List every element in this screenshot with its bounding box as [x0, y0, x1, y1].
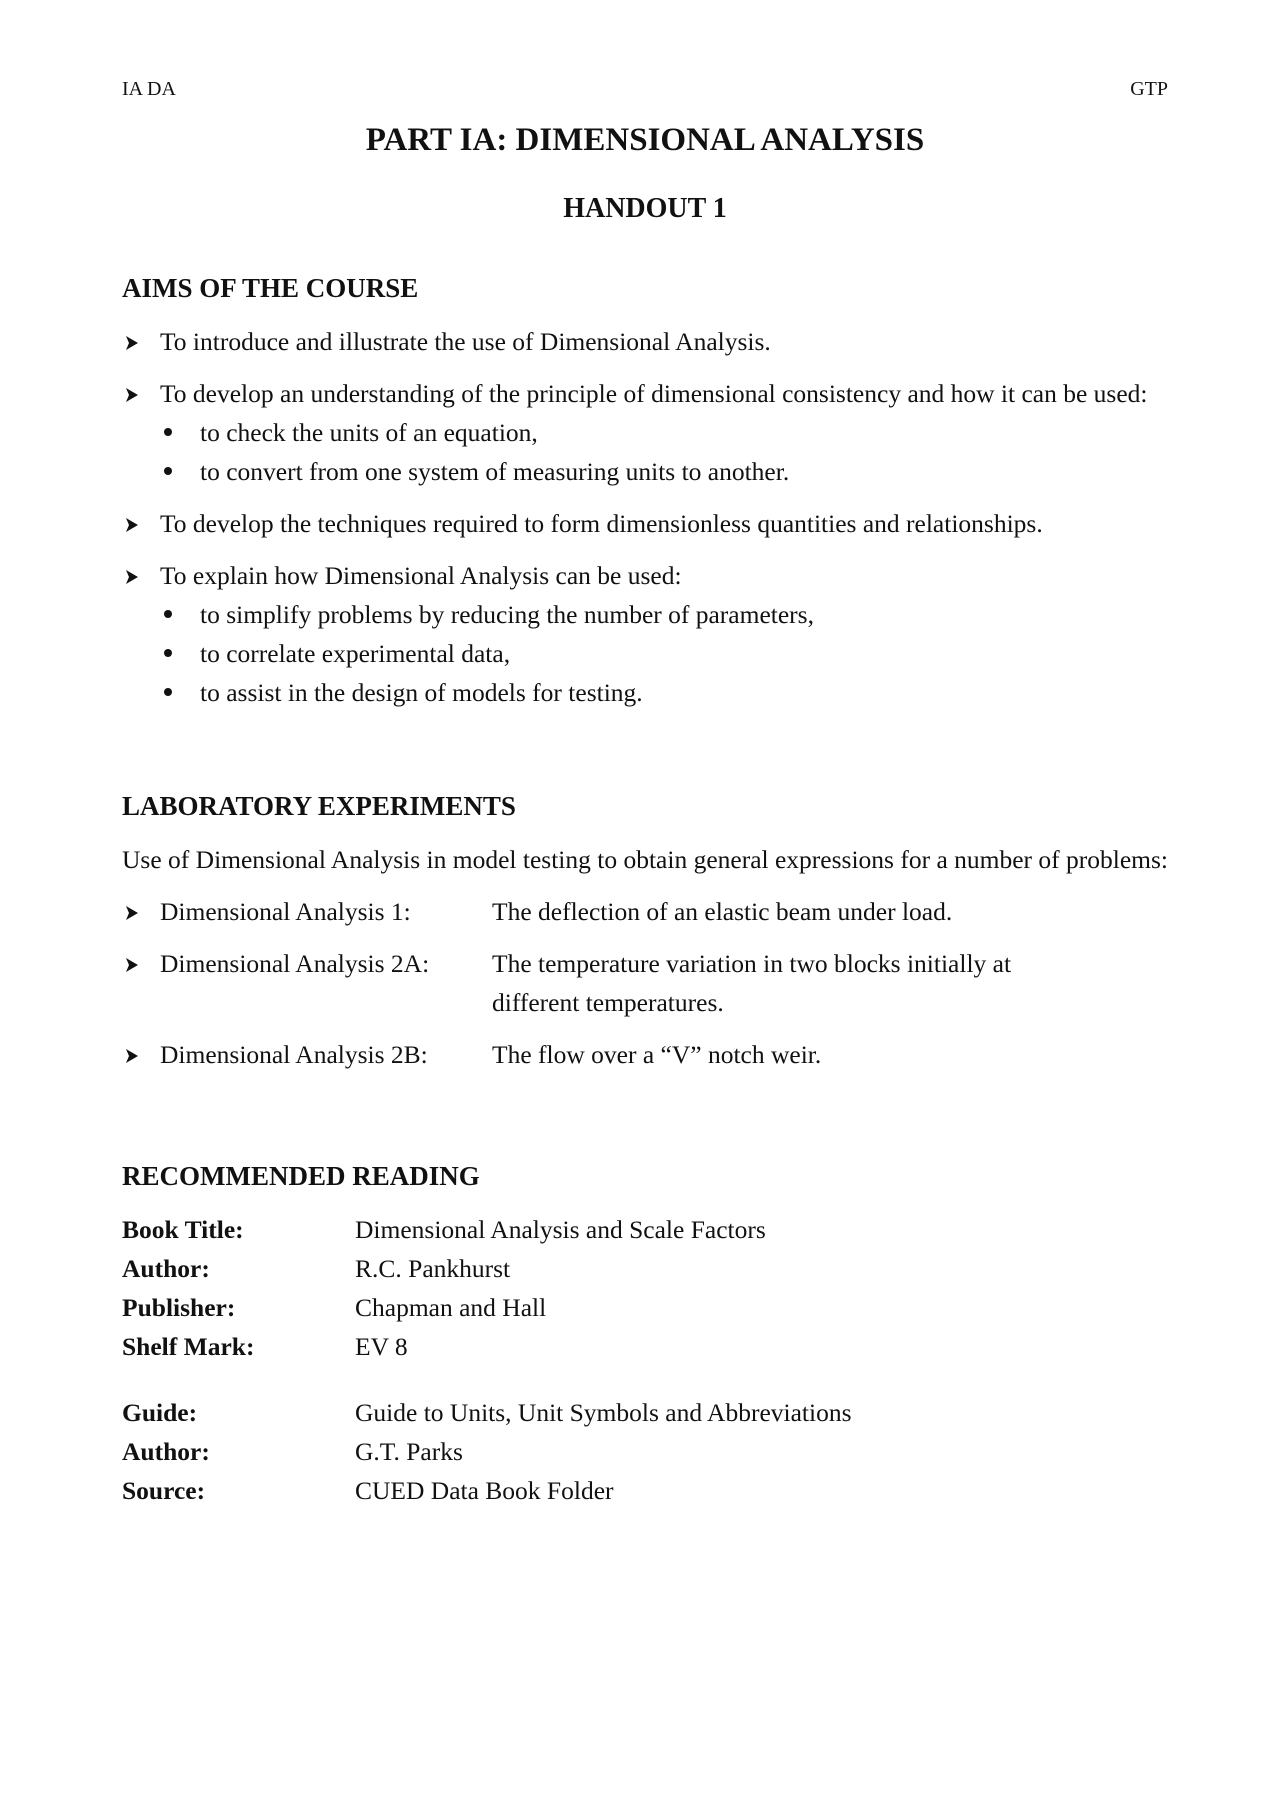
book-value: EV 8 [355, 1332, 408, 1361]
lab-experiment [122, 892, 1172, 931]
aim-subitem-text: to check the units of an equation, [200, 418, 538, 447]
aim-subitem-text: to convert from one system of measuring units to another. [200, 457, 790, 486]
lab-heading: LABORATORY EXPERIMENTS [122, 791, 516, 821]
arrow-bullet-icon [122, 944, 160, 983]
aim-item [122, 556, 1172, 595]
dot-bullet-icon [160, 634, 200, 673]
aim-item [122, 374, 1172, 413]
dot-bullet-icon [160, 413, 200, 452]
aim-text: To introduce and illustrate the use of Dimensional Analysis. [160, 327, 771, 356]
experiment-name: Dimensional Analysis 2A: [160, 949, 430, 978]
book-label: Shelf Mark: [122, 1332, 255, 1361]
guide-value: Guide to Units, Unit Symbols and Abbreviations [355, 1398, 852, 1427]
aims-heading: AIMS OF THE COURSE [122, 273, 419, 303]
arrow-bullet-icon [122, 374, 160, 413]
book-label: Book Title: [122, 1215, 244, 1244]
lab-experiment [122, 944, 1172, 1022]
dot-bullet-icon [160, 452, 200, 491]
reading-section [122, 1157, 1172, 1510]
aim-subitem [122, 673, 1172, 712]
aim-text: To develop an understanding of the principle of dimensional consistency and how it can be used: [160, 379, 1148, 408]
book-value: R.C. Pankhurst [355, 1254, 511, 1283]
reading-heading: RECOMMENDED READING [122, 1161, 480, 1191]
book-details [122, 1210, 1172, 1366]
book-row [122, 1210, 1172, 1249]
aim-item [122, 322, 1172, 361]
guide-row [122, 1432, 1172, 1471]
arrow-bullet-icon [122, 504, 160, 543]
experiment-description: The temperature variation in two blocks initially at different temperatures. [492, 949, 1012, 1017]
arrow-bullet-icon [122, 1035, 160, 1074]
aim-subitem [122, 595, 1172, 634]
arrow-bullet-icon [122, 556, 160, 595]
dot-bullet-icon [160, 595, 200, 634]
aim-subitem-text: to simplify problems by reducing the number of parameters, [200, 600, 814, 629]
experiment-name: Dimensional Analysis 2B: [160, 1040, 428, 1069]
experiment-description: The flow over a “V” notch weir. [492, 1040, 822, 1069]
lab-experiment [122, 1035, 1172, 1074]
aim-item [122, 504, 1172, 543]
lab-intro: Use of Dimensional Analysis in model testing to obtain general expressions for a number of problems: [122, 845, 1169, 874]
aims-section [122, 269, 1172, 712]
guide-label: Guide: [122, 1398, 198, 1427]
book-value: Dimensional Analysis and Scale Factors [355, 1215, 766, 1244]
guide-row [122, 1393, 1172, 1432]
aim-subitem [122, 634, 1172, 673]
guide-label: Source: [122, 1476, 206, 1505]
aim-text: To develop the techniques required to form dimensionless quantities and relationships. [160, 509, 1043, 538]
guide-value: CUED Data Book Folder [355, 1476, 614, 1505]
book-label: Author: [122, 1254, 210, 1283]
aim-subitem [122, 413, 1172, 452]
lab-section [122, 787, 1172, 1074]
guide-label: Author: [122, 1437, 210, 1466]
experiment-description: The deflection of an elastic beam under load. [492, 897, 953, 926]
book-value: Chapman and Hall [355, 1293, 547, 1322]
aim-subitem-text: to assist in the design of models for testing. [200, 678, 643, 707]
guide-value: G.T. Parks [355, 1437, 463, 1466]
book-label: Publisher: [122, 1293, 236, 1322]
dot-bullet-icon [160, 673, 200, 712]
aim-subitem-text: to correlate experimental data, [200, 639, 511, 668]
book-row [122, 1327, 1172, 1366]
page-subtitle: HANDOUT 1 [563, 193, 727, 224]
arrow-bullet-icon [122, 892, 160, 931]
book-row [122, 1288, 1172, 1327]
aim-text: To explain how Dimensional Analysis can be used: [160, 561, 682, 590]
arrow-bullet-icon [122, 322, 160, 361]
guide-row [122, 1471, 1172, 1510]
page-title: PART IA: DIMENSIONAL ANALYSIS [365, 122, 925, 158]
aim-subitem [122, 452, 1172, 491]
book-row [122, 1249, 1172, 1288]
guide-details [122, 1393, 1172, 1510]
header-right: GTP [1130, 78, 1168, 100]
experiment-name: Dimensional Analysis 1: [160, 897, 411, 926]
header-left: IA DA [122, 78, 176, 100]
